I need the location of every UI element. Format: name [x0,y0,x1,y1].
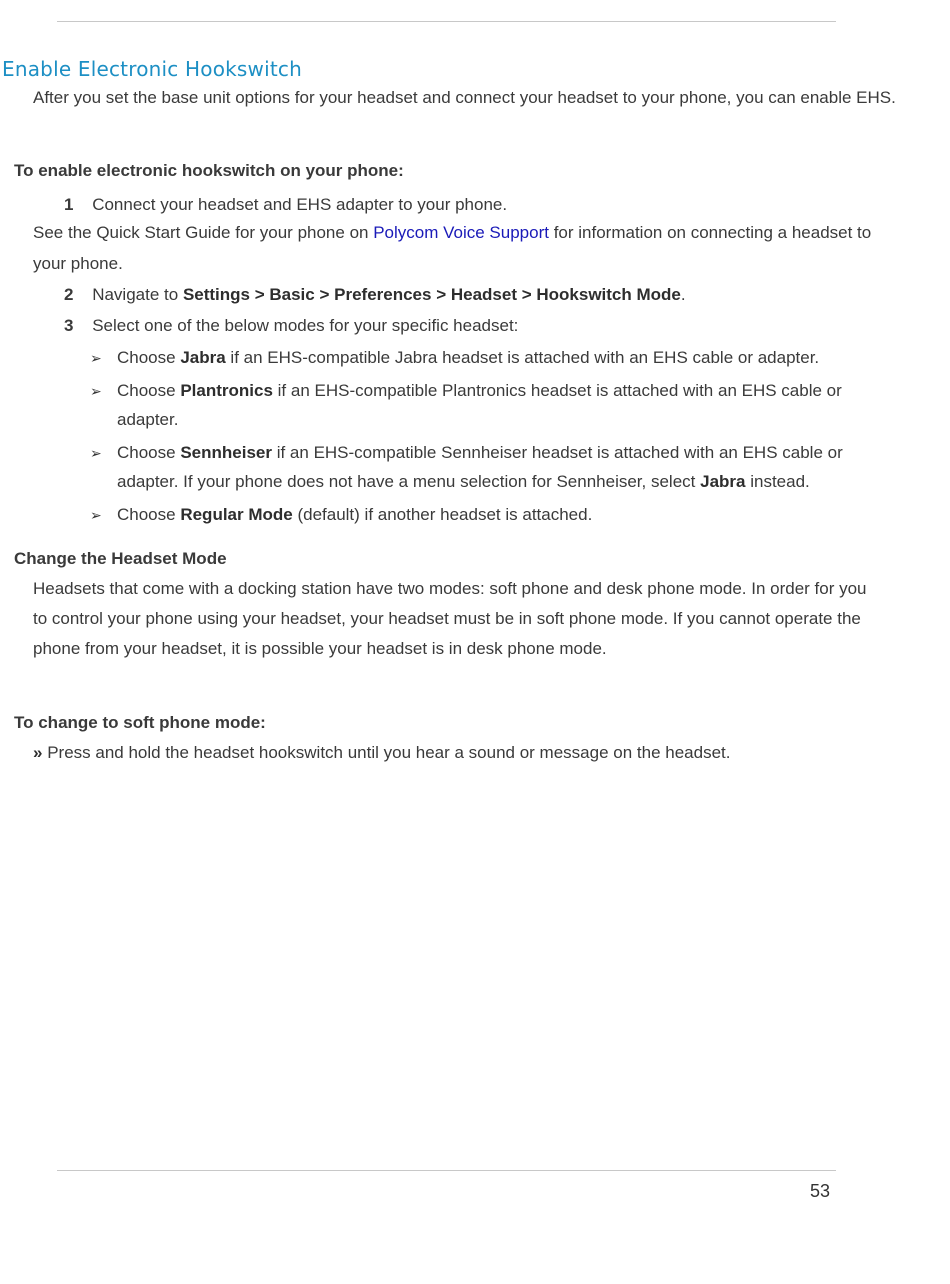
option-description: if an EHS-compatible Sennheiser headset is attached with an EHS cable or [271,443,843,462]
menu-path-basic: Basic [269,285,315,304]
intro-text: After you set the base unit options for your headset and connect your headset to your phone, you can enable EHS. [33,88,896,107]
step-3 [64,316,518,336]
step-1 [64,195,507,215]
subsection-line-3: phone from your headset, it is possible your headset is in desk phone mode. [33,639,607,658]
step-2 [64,285,686,305]
see-also-before: See the Quick Start Guide for your phone on [33,223,374,242]
subsection-line-1: Headsets that come with a docking station have two modes: soft phone and desk phone mode. In order for you [33,579,867,598]
polycom-voice-support-link[interactable]: Polycom Voice Support [373,223,549,242]
option-plantronics: Plantronics [180,381,273,400]
arrow-bullet-icon: ➢ [90,507,102,523]
step-number: 2 [64,285,74,304]
bullet-jabra [90,348,820,368]
header-rule [57,21,836,22]
option-description: if an EHS-compatible Plantronics headset is attached with an EHS cable or [272,381,842,400]
bullet-regular-mode [90,505,593,525]
footer-rule [57,1170,836,1171]
option-description: (default) if another headset is attached. [292,505,593,524]
bullet-plantronics-line-2: adapter. [117,410,179,429]
procedure-heading-enable: To enable electronic hookswitch on your phone: [14,161,404,180]
bullet-plantronics [90,381,842,401]
arrow-bullet-icon: ➢ [90,350,102,366]
see-also-line [33,223,871,243]
path-separator: > [250,285,270,304]
option-regular-mode: Regular Mode [180,505,293,524]
see-also-line-2: your phone. [33,254,123,273]
subsection-heading: Change the Headset Mode [14,549,227,568]
bullet-sennheiser [90,443,843,463]
section-title: Enable Electronic Hookswitch [2,57,302,81]
soft-phone-step [33,743,730,763]
step-end: . [680,285,686,304]
choose-word: Choose [117,381,181,400]
page-number: 53 [810,1181,831,1201]
choose-word: Choose [117,443,181,462]
arrow-bullet-icon: ➢ [90,445,102,461]
option-jabra-fallback: Jabra [700,472,746,491]
bullet-sennheiser-line-2 [117,472,810,492]
step-number: 3 [64,316,74,335]
step-text: Connect your headset and EHS adapter to your phone. [92,195,508,214]
subsection-line-2: to control your phone using your headset, your headset must be in soft phone mode. If you cannot operate the [33,609,861,628]
soft-phone-step-text: Press and hold the headset hookswitch until you hear a sound or message on the headset. [42,743,731,762]
option-description: if an EHS-compatible Jabra headset is attached with an EHS cable or adapter. [225,348,820,367]
line2-after: instead. [745,472,810,491]
menu-path-preferences: Preferences [334,285,432,304]
step-number: 1 [64,195,74,214]
menu-path-settings: Settings [182,285,250,304]
step-lead: Navigate to [92,285,183,304]
menu-path-headset: Headset [450,285,517,304]
choose-word: Choose [117,505,181,524]
path-separator: > [314,285,335,304]
see-also-after: for information on connecting a headset to [548,223,872,242]
line2-before: adapter. If your phone does not have a menu selection for Sennheiser, select [117,472,701,491]
choose-word: Choose [117,348,181,367]
arrow-bullet-icon: ➢ [90,383,102,399]
option-sennheiser: Sennheiser [180,443,272,462]
double-chevron-icon: » [33,743,43,762]
path-separator: > [431,285,451,304]
procedure-heading-soft-phone: To change to soft phone mode: [14,713,266,732]
menu-path-hookswitch-mode: Hookswitch Mode [536,285,681,304]
path-separator: > [516,285,537,304]
step-text: Select one of the below modes for your specific headset: [92,316,519,335]
option-jabra: Jabra [180,348,226,367]
